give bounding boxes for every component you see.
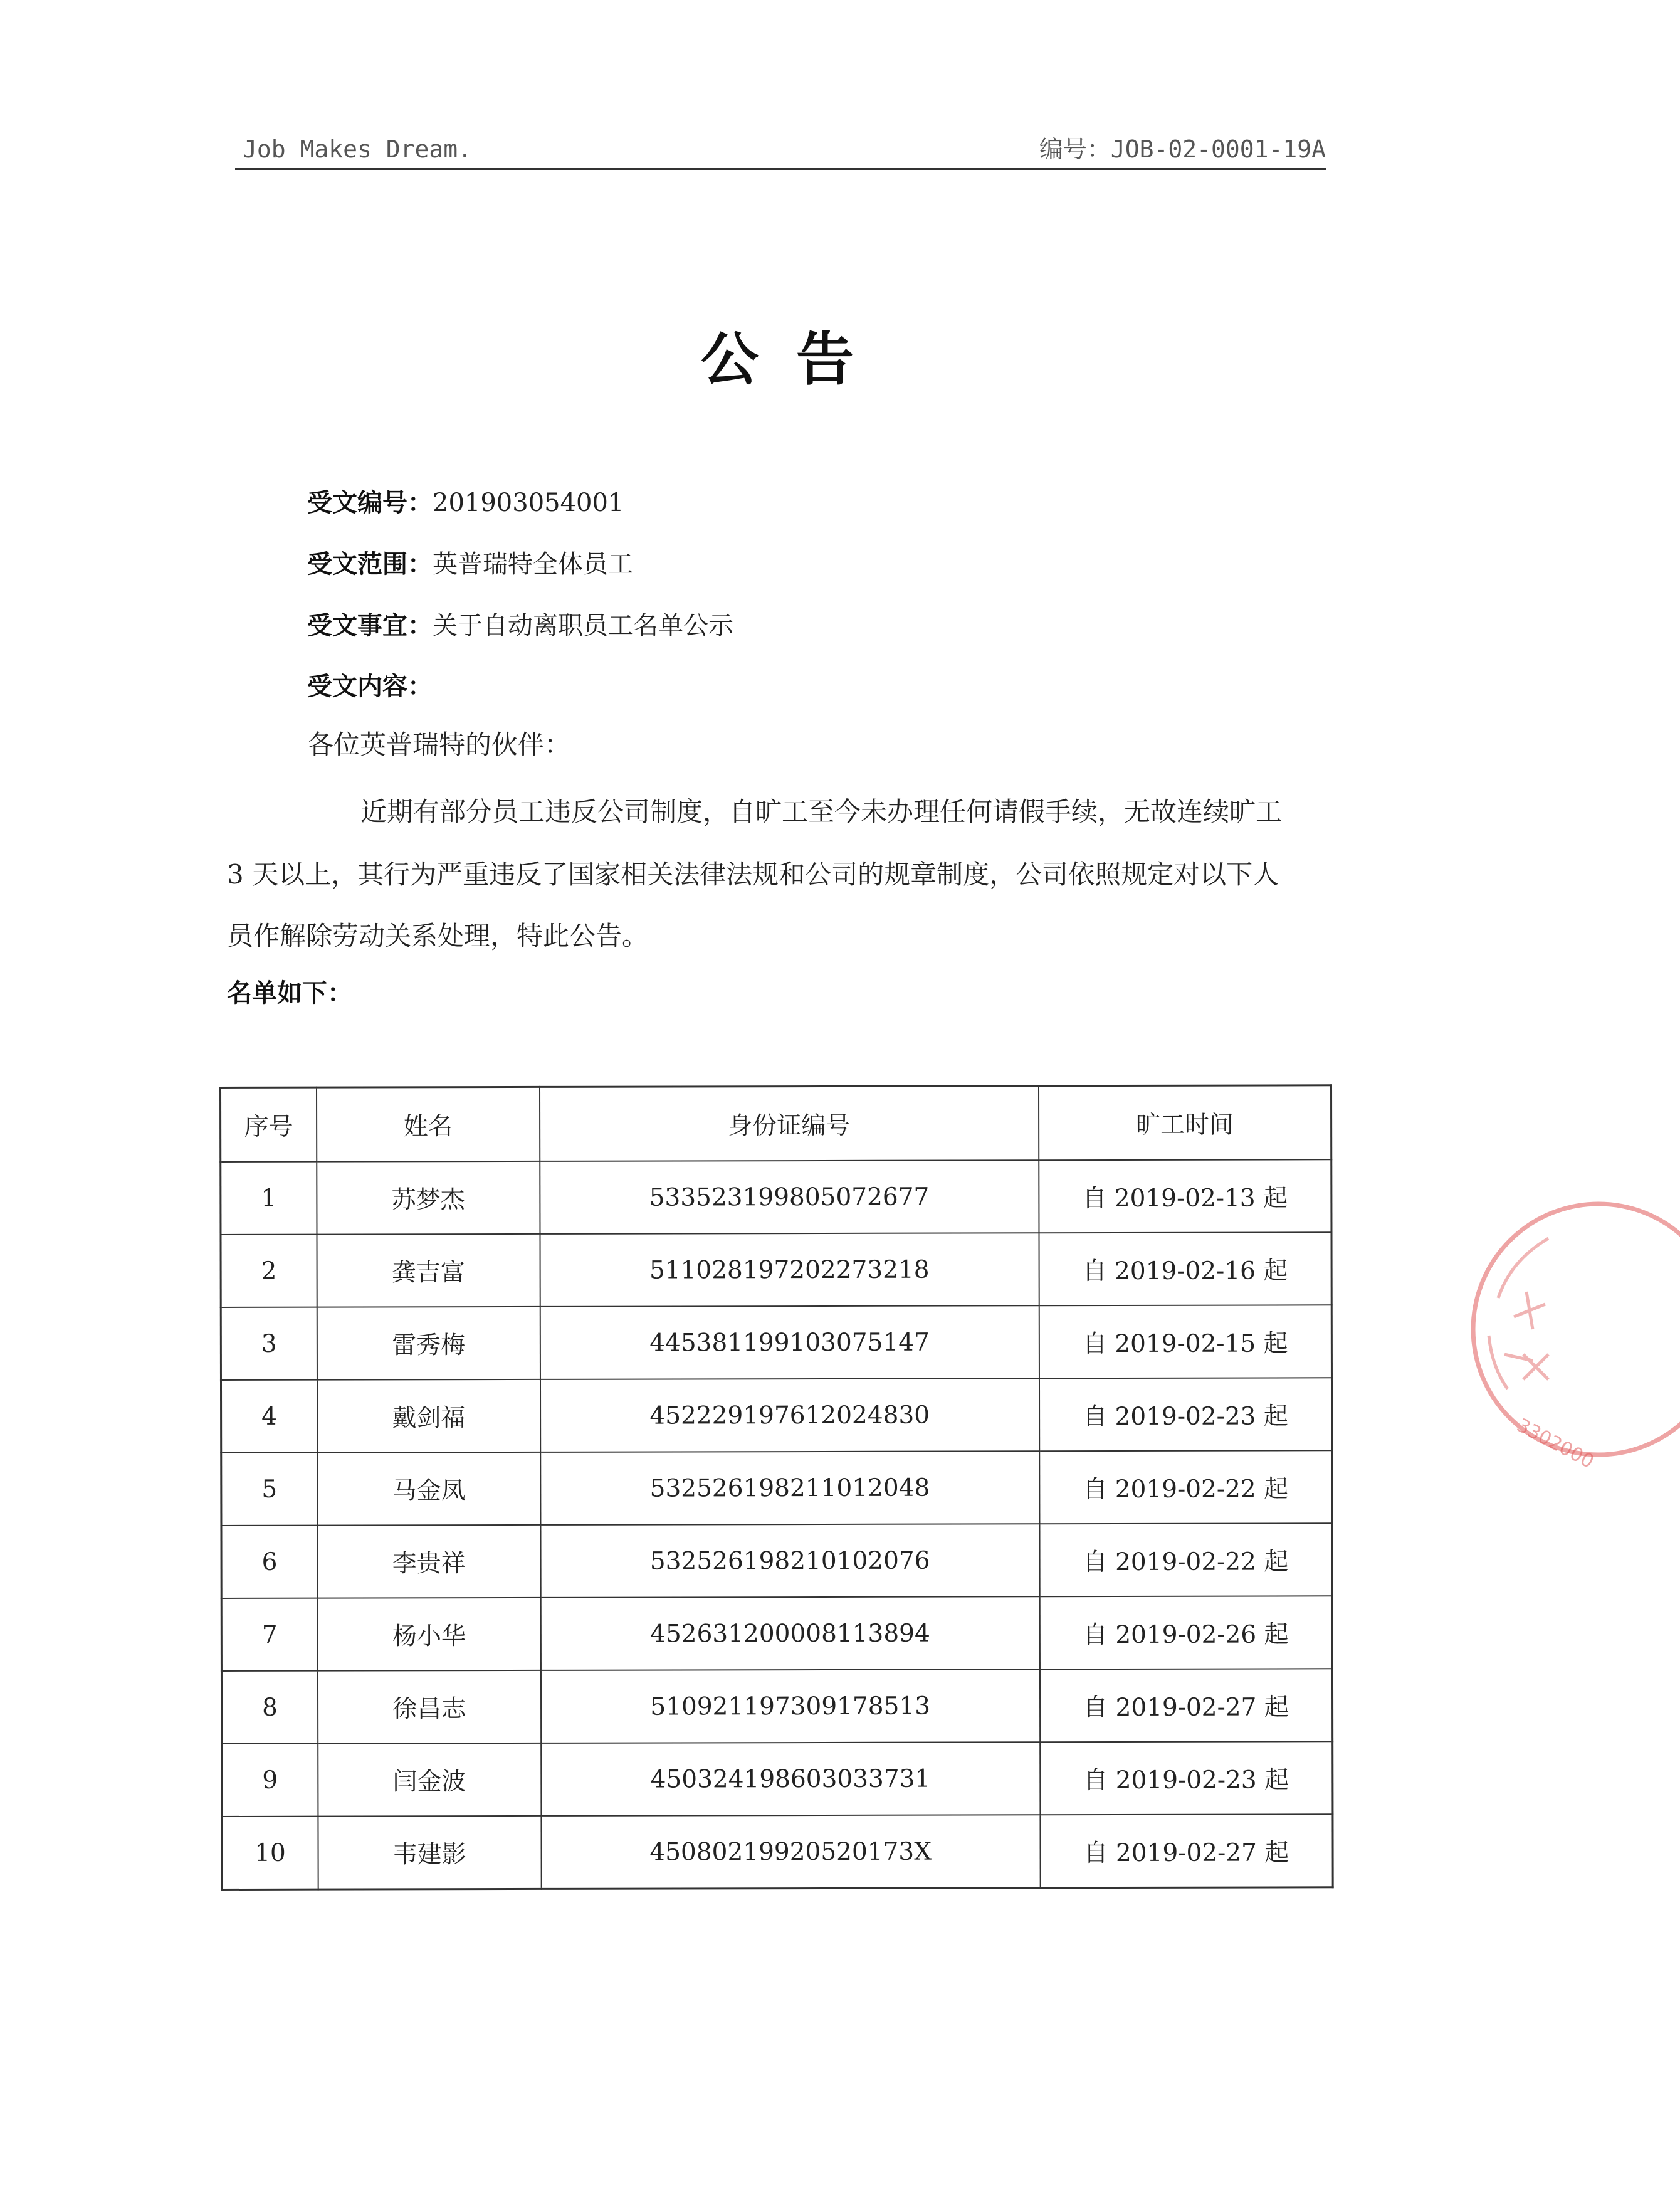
cell-absence: 自 2019-02-22 起 [1039, 1450, 1332, 1524]
cell-name: 徐昌志 [318, 1670, 541, 1744]
table-row [221, 1450, 1332, 1526]
greeting: 各位英普瑞特的伙伴： [307, 729, 571, 760]
table-row [221, 1232, 1331, 1307]
meta-ref-no-label: 受文编号： [307, 488, 433, 517]
cell-name: 戴剑福 [317, 1379, 540, 1453]
body-paragraph-line: 3 天以上，其行为严重违反了国家相关法律法规和公司的规章制度，公司依照规定对以下人 [227, 859, 1279, 890]
page-header [235, 125, 1326, 170]
cell-name: 韦建影 [318, 1816, 541, 1889]
table-row [222, 1814, 1333, 1889]
column-header-no: 序号 [221, 1087, 317, 1162]
table-row [221, 1596, 1332, 1671]
cell-name: 龚吉富 [317, 1234, 540, 1307]
meta-scope-value: 英普瑞特全体员工 [433, 550, 633, 579]
cell-id: 452229197612024830 [540, 1378, 1039, 1452]
column-header-absence: 旷工时间 [1039, 1085, 1331, 1160]
meta-ref-no [307, 483, 624, 519]
table-row [221, 1159, 1331, 1235]
document-number-label: 编号： [1039, 135, 1111, 163]
cell-id: 45080219920520173X [541, 1815, 1041, 1889]
cell-no: 7 [221, 1598, 318, 1671]
cell-name: 李贵祥 [317, 1525, 540, 1598]
cell-absence: 自 2019-02-23 起 [1040, 1741, 1333, 1815]
column-header-name: 姓名 [317, 1087, 540, 1161]
table-row [221, 1378, 1331, 1453]
document-number-value: JOB-02-0001-19A [1110, 135, 1326, 163]
cell-absence: 自 2019-02-22 起 [1039, 1523, 1332, 1596]
employee-table [219, 1084, 1334, 1891]
cell-id: 452631200008113894 [540, 1596, 1040, 1670]
cell-name: 杨小华 [318, 1598, 541, 1671]
cell-absence: 自 2019-02-16 起 [1039, 1232, 1331, 1305]
cell-absence: 自 2019-02-13 起 [1039, 1159, 1331, 1233]
table-row [222, 1741, 1333, 1817]
page-title: 公告 [700, 326, 891, 393]
cell-no: 1 [221, 1162, 317, 1235]
cell-no: 6 [221, 1526, 318, 1598]
cell-absence: 自 2019-02-15 起 [1039, 1305, 1332, 1378]
body-paragraph-line: 员作解除劳动关系处理，特此公告。 [227, 920, 649, 951]
cell-name: 雷秀梅 [317, 1307, 540, 1380]
company-seal [1429, 1191, 1680, 1492]
cell-id: 533523199805072677 [540, 1160, 1039, 1234]
header-motto: Job Makes Dream. [243, 135, 473, 163]
table-row [221, 1523, 1332, 1598]
seal-number: 3302000 [1513, 1414, 1598, 1474]
seal-ring [1473, 1204, 1680, 1455]
cell-absence: 自 2019-02-23 起 [1039, 1378, 1332, 1451]
column-header-id: 身份证编号 [540, 1086, 1039, 1161]
cell-name: 苏梦杰 [317, 1161, 540, 1235]
cell-no: 4 [221, 1380, 317, 1453]
body-paragraph-line: 近期有部分员工违反公司制度，自旷工至今未办理任何请假手续，无故连续旷工 [360, 796, 1283, 827]
meta-content [307, 667, 433, 702]
cell-no: 5 [221, 1453, 318, 1526]
meta-scope [307, 544, 633, 580]
cell-id: 511028197202273218 [540, 1233, 1039, 1307]
cell-id: 532526198210102076 [540, 1524, 1040, 1598]
cell-name: 闫金波 [318, 1743, 541, 1817]
cell-no: 8 [221, 1671, 318, 1744]
seal-inner-marks [1489, 1238, 1548, 1389]
list-title: 名单如下： [227, 979, 352, 1008]
cell-id: 532526198211012048 [540, 1451, 1040, 1525]
meta-ref-no-value: 201903054001 [433, 488, 624, 517]
table-header-row [221, 1085, 1331, 1162]
cell-name: 马金凤 [317, 1452, 540, 1526]
meta-subject-label: 受文事宜： [307, 611, 433, 640]
cell-no: 3 [221, 1307, 317, 1380]
cell-no: 2 [221, 1235, 317, 1307]
cell-no: 10 [222, 1817, 318, 1890]
meta-subject [307, 606, 733, 641]
cell-id: 445381199103075147 [540, 1305, 1039, 1379]
cell-id: 510921197309178513 [540, 1669, 1040, 1743]
table-row [221, 1669, 1332, 1744]
cell-absence: 自 2019-02-27 起 [1040, 1669, 1333, 1742]
meta-subject-value: 关于自动离职员工名单公示 [433, 611, 733, 640]
cell-absence: 自 2019-02-26 起 [1039, 1596, 1332, 1669]
table-row [221, 1305, 1331, 1380]
cell-id: 450324198603033731 [541, 1742, 1041, 1816]
meta-scope-label: 受文范围： [307, 550, 433, 579]
document-number [1039, 130, 1326, 164]
cell-absence: 自 2019-02-27 起 [1040, 1814, 1333, 1887]
meta-content-label: 受文内容： [307, 672, 433, 701]
cell-no: 9 [222, 1744, 318, 1817]
